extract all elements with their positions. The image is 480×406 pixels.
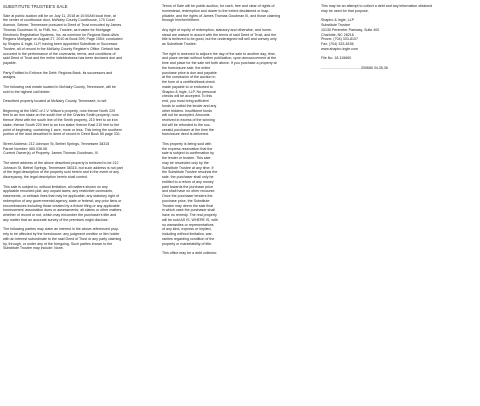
- notice-paragraph-party: Party Entitled to Enforce the Debt: Regions Bank, its successors and assigns.: [3, 70, 113, 80]
- notice-paragraph-legal-description: Beginning at the NWC of J.V. Wilson's property, runs thence North 220 feet to an iron stake on the south line of the Charles Smith property; runs thence West with the south line of the Smith property, 210 feet to an iron stake; thence South 220 feet to an iron stake; thence East 210 feet to the point of beginning, containing 1 acre, more or less. This being the southern portion of the land described in deed of record in Deed Book 85 page 331.: [3, 108, 123, 137]
- notice-column-3: [321, 4, 475, 75]
- notice-trustee-contact: Shapiro & Ingle, LLP Substitute Trustee 10130 Perimeter Parkway, Suite 400 Charlotte, NC 28216 Phone: (704) 333-8107 Fax: (704) 333-8156 www.shapiro-ingle.com: [321, 18, 380, 51]
- notice-file-number: File No. 18-115660: [321, 56, 352, 61]
- notice-title: SUBSTITUTE TRUSTEE'S SALE: [3, 4, 68, 9]
- notice-publication-ref: ........................................339685 34,35,36: [321, 65, 388, 70]
- notice-paragraph-sale: Sale at public auction will be on July 11, 2018 at 10:00AM local time, at the center of courthouse door, McNairy County Courthouse, 170 Court Avenue, Selmer, Tennessee pursuant to Deed of Trust executed by James Thomas Goodman III, to FNB, Inc., Trustee, as trustee for Mortgage Electronic Registration Systems, Inc. as nominee for Regions Bank d/b/a Regions Mortgage on August 27, 2010 at Book 399, Page 1554; conducted by Shapiro & Ingle, LLP, having been appointed Substitute or Successor Trustee, all of record in the McNairy County Register's Office. Default has occurred in the performance of the covenants, terms, and conditions of said Deed of Trust and the entire indebtedness has been declared due and payable.: [3, 13, 123, 65]
- notice-paragraph-confirmation: This property is being sold with the express reservation that the sale is subject to confirmation by the lender or trustee. This sale may be rescinded only by the Substitute Trustee at any time. If the Substitute Trustee rescinds the sale, the purchaser shall only be entitled to a return of any money paid towards the purchase price and shall have no other recourse. Once the purchaser tenders the purchase price, the Substitute Trustee may deem the sale final in which case the purchaser shall have no remedy. The real property will be sold AS IS, WHERE IS, with no warranties or representations of any kind, express or implied, including without limitation, war- ranties regarding condition of the property or marketability of title.: [162, 141, 218, 246]
- notice-paragraph-debt-collector: This office may be a debt collector.: [162, 251, 218, 255]
- notice-paragraph-terms: Terms of Sale will be public auction, for cash, free and clear of rights of homestead, redemption and dower to the extent disclaimed or inap- plicable, and the rights of James Thomas Goodman III, and those claiming through him/her/it/them.: [162, 4, 281, 23]
- notice-column-2: [162, 4, 316, 261]
- notice-column-1: [3, 4, 157, 256]
- notice-paragraph-redemption: Any right of equity of redemption, statutory and otherwise, and home- stead are waived in accord with the terms of said Deed of Trust, and the title is believed to be good, but the undersigned will sell and convey only as Substitute Trustee.: [162, 27, 277, 46]
- notice-paragraph-adjourn: The right is reserved to adjourn the day of the sale to another day, time, and place certain without further publication, upon announcement at the time and place for the sale set forth above. If you purchase a property at: [162, 51, 277, 65]
- notice-paragraph-real-estate: The following real estate located in McNairy County, Tennessee, will be sold to the highest call bidder:: [3, 84, 116, 94]
- notice-paragraph-interested-parties: The following parties may claim an interest in the above-referenced prop- erty to be affected by the foreclosure: any judgment creditor or lien holder with an interest subordinate to the said Deed of Trust or any party claiming by, through, or under any of the foregoing. Such parties known to the Substitute Trustee may include: None.: [3, 227, 122, 251]
- notice-paragraph-subject-to: This sale is subject to, without limitation, all matters shown on any applicable recorded plat; any unpaid taxes; any restrictive covenants, easements, or setback lines that may be applicable; any statutory right of redemption of any governmental agency, state or federal; any prior liens or encumbrances including those created by a fixture filing or any applicable homeowners' association dues or assessments; all claims or other matters, whether of record or not, which may encumber the purchaser's title and any matter that an accurate survey of the premises might disclose.: [3, 184, 123, 222]
- notice-paragraph-street-address: The street address of the above described property is believed to be 212 Johnson St, Bethel Springs, Tennessee 38315, but such address is not part of the legal description of the property sold herein and in the event of any discrepancy, the legal description herein shall control.: [3, 160, 123, 179]
- notice-paragraph-purchase-price: the foreclosure sale, the entire purchase price is due and payable at the conclusion of the auction in the form of a certified/bank check made payable to or endorsed to Shapiro & Ingle, LLP. No personal checks will be accepted. To this end, you must bring sufficient funds to outbid the lender and any other bidders. Insufficient funds will not be accepted. Amounts received in excess of the winning bid will be refunded to the suc- cessful purchaser at the time the foreclosure deed is delivered.: [162, 65, 217, 137]
- notice-paragraph-described: Described property located at McNairy County, Tennessee, to wit:: [3, 99, 107, 103]
- notice-paragraph-address: Street Address: 212 Johnson St, Bethel Springs, Tennessee 38315 Parcel Number: 060 036.06 Current Owner(s) of Property: James Thomas Goodman, III: [3, 141, 110, 156]
- notice-paragraph-collect-debt: This may be an attempt to collect a debt and any information obtained may be used for that purpose.: [321, 4, 433, 13]
